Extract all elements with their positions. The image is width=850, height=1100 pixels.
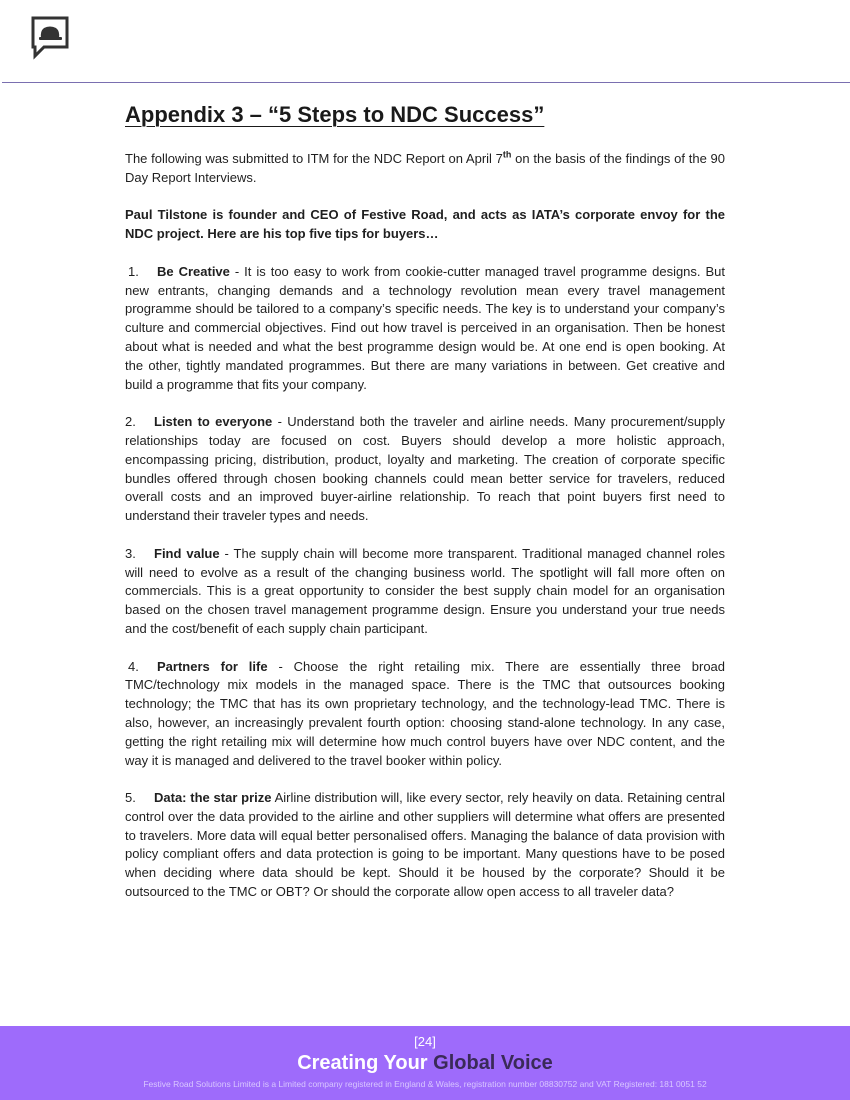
document-body — [125, 100, 725, 921]
tip-number: 5. — [125, 790, 136, 806]
tip-item — [125, 545, 725, 639]
tip-item — [125, 413, 725, 526]
tip-item — [125, 263, 725, 395]
speech-bubble-hat-icon — [30, 15, 70, 65]
footer-band — [0, 1026, 850, 1100]
intro-paragraph — [125, 150, 725, 188]
tagline-accent-text: Global Voice — [433, 1052, 553, 1074]
tip-separator: - — [229, 263, 245, 279]
tip-text: It is too easy to work from cookie-cutter managed travel programme designs. But new entrants, changing demands and a technology revolution mean every travel management programme should be tailored to a company’s specific needs. The key is to understand your company’s culture and commercial objectives. Find out how travel is perceived in an organisation. Then be honest about what is needed and what the best programme design would be. At one end is open booking. At the other, tightly mandated programmes. But there are many variations in between. Get creative and build a programme that fits your company. — [125, 263, 726, 392]
tip-separator: - — [272, 414, 288, 430]
page-title: Appendix 3 – “5 Steps to NDC Success” — [125, 102, 545, 127]
intro-superscript: th — [502, 149, 512, 160]
tip-text: The supply chain will become more transparent. Traditional managed channel roles will need to evolve as a result of the changing business world. The spotlight will fall more often on commercials. This is a great opportunity to consider the best supply chain model for an organisation based on the chosen travel management programme design. Ensure you understand your true needs and the cost/benefit of each supply chain participant. — [125, 545, 725, 636]
tip-number: 3. — [125, 545, 136, 561]
tip-separator: - — [267, 658, 294, 674]
tip-item — [125, 789, 725, 902]
intro-text-end: on the basis of the findings of the 90 Day Report Interviews. — [125, 151, 726, 185]
intro-text: The following was submitted to ITM for the NDC Report on April 7 — [125, 151, 503, 166]
tip-title: Partners for life — [157, 658, 268, 674]
tip-separator: - — [219, 545, 234, 561]
header-divider — [2, 82, 850, 83]
tagline-text: Creating Your — [297, 1052, 434, 1074]
tip-number: 4. — [128, 658, 139, 674]
tip-text: Airline distribution will, like every sector, rely heavily on data. Retaining central control over the data provided to the airline and other suppliers will determine what offers are presented to travelers. More data will equal better personalised offers. Managing the balance of data provision with policy compliant offers and data protection is going to be important. Many questions have to be posed when deciding where data should be kept. Should it be housed by the corporate? Should it be outsourced to the TMC or OBT? Or should the corporate allow open access to all traveler data? — [125, 790, 725, 900]
footer-tagline — [0, 1052, 850, 1075]
tip-number: 2. — [125, 414, 136, 430]
tip-title: Be Creative — [157, 263, 230, 279]
tip-number: 1. — [128, 263, 139, 279]
tip-title: Data: the star prize — [154, 790, 272, 806]
footer-legal-text: Festive Road Solutions Limited is a Limited company registered in England & Wales, registration number 08830752 and VAT Registered: 181 0051 52 — [143, 1079, 707, 1089]
tip-item — [125, 658, 725, 771]
tip-text: Understand both the traveler and airline needs. Many procurement/supply relationships today are focused on cost. Buyers should develop a more holistic approach, encompassing pricing, distribution, product, loyalty and marketing. The creation of corporate specific bundles offered through chosen booking channels could mean better service for travelers, reduced overall costs and an improved buyer-airline relationship. To reach that point buyers first need to understand their traveler types and needs. — [125, 414, 725, 524]
lead-paragraph: Paul Tilstone is founder and CEO of Festive Road, and acts as IATA’s corporate envoy for the NDC project. Here are his top five tips for buyers… — [125, 207, 725, 242]
tip-title: Listen to everyone — [154, 414, 273, 430]
page-number: [24] — [414, 1034, 436, 1049]
tip-text: Choose the right retailing mix. There are essentially three broad TMC/technology mix models in the managed space. There is the TMC that outsources booking technology; the TMC that has its own proprietary technology, and the technology-lead TMC. There is also, however, an increasingly prevalent fourth option: choosing stand-alone technology. In any case, getting the right retailing mix will determine how much control buyers have over NDC content, and the way it is managed and delivered to the travel booker within policy. — [125, 658, 726, 768]
tip-title: Find value — [154, 545, 220, 561]
